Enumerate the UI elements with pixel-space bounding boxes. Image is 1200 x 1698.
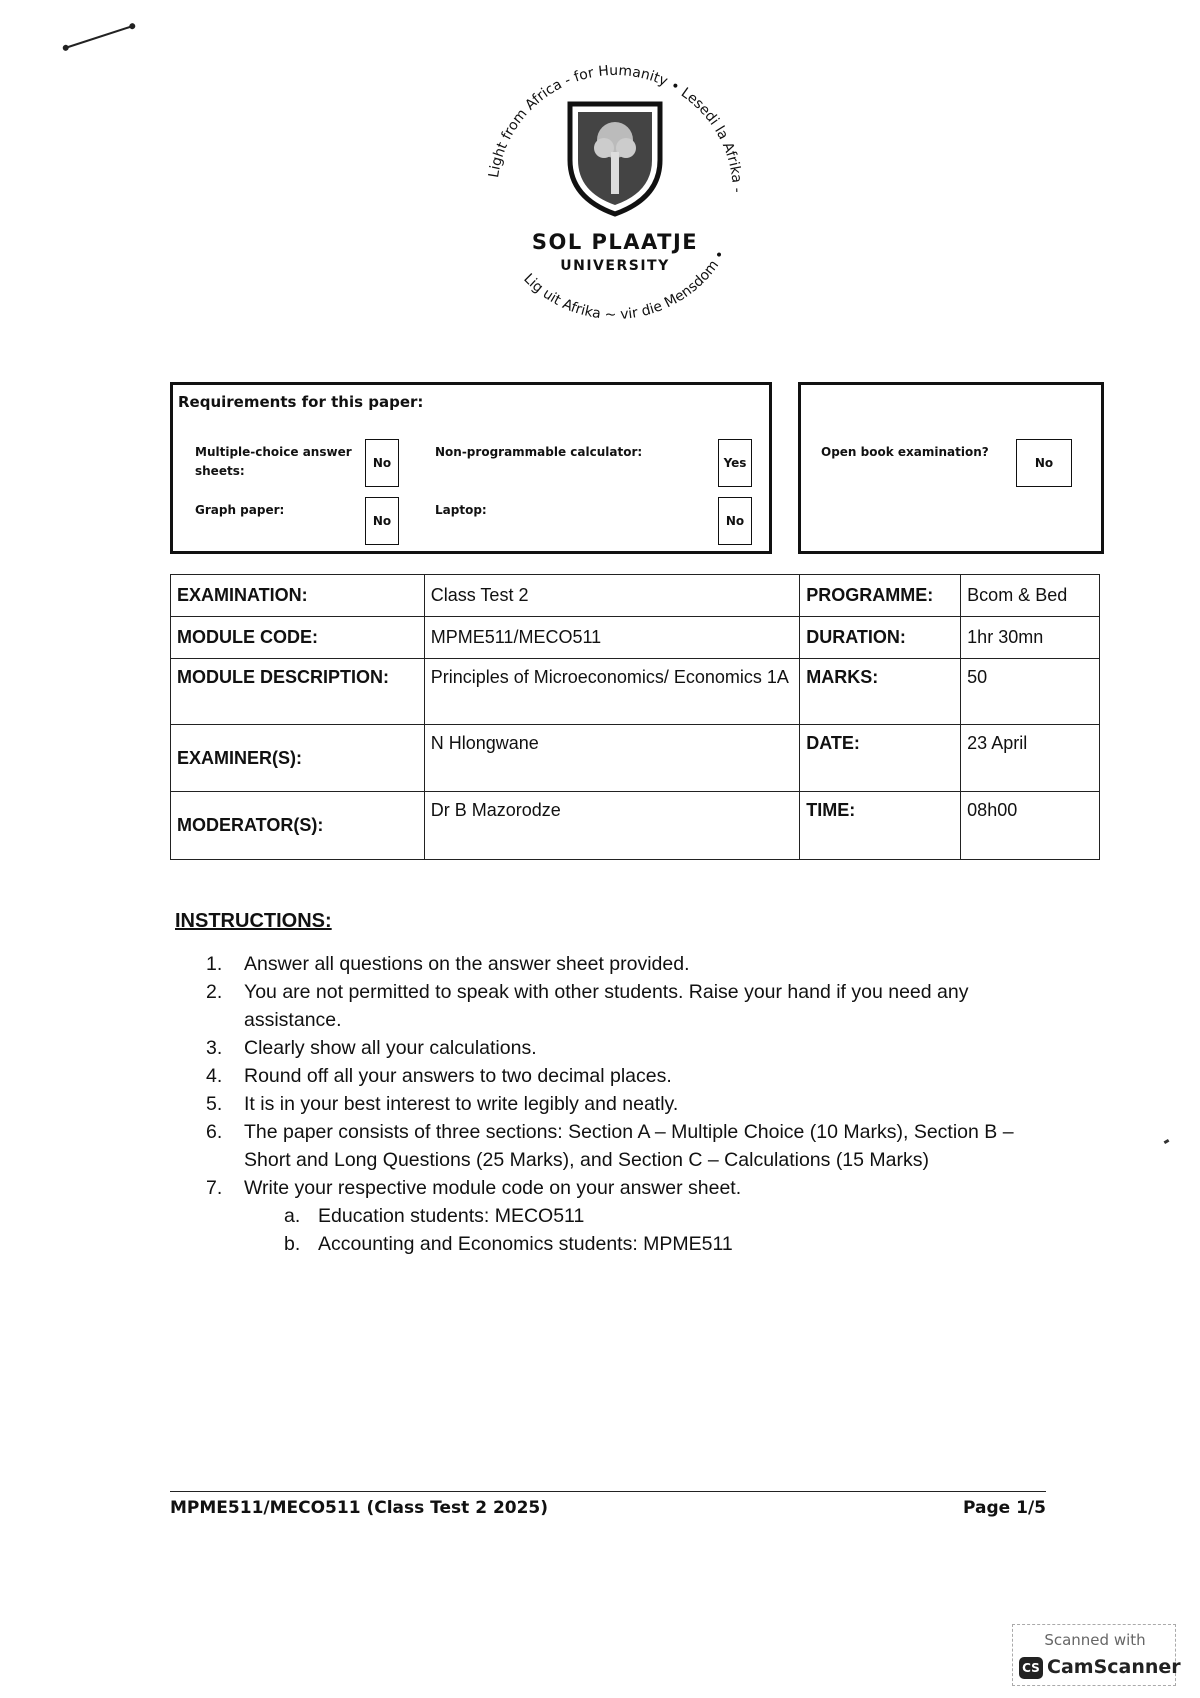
seal-ring-top: Light from Africa - for Humanity • Lesedi la Afrika - <box>486 62 746 193</box>
duration-label: DURATION: <box>800 617 961 659</box>
list-item <box>206 978 1046 1034</box>
requirements-box <box>170 382 772 554</box>
mcq-value: No <box>365 439 399 487</box>
programme-label: PROGRAMME: <box>800 575 961 617</box>
examination-label: EXAMINATION: <box>171 575 425 617</box>
list-item-text: You are not permitted to speak with other students. Raise your hand if you need any assistance. <box>244 981 969 1031</box>
list-item <box>206 1118 1046 1174</box>
examiner-value: N Hlongwane <box>424 725 799 792</box>
table-row <box>171 617 1100 659</box>
instructions-list <box>206 950 1046 1258</box>
list-item-number: 5. <box>206 1093 223 1115</box>
stray-mark <box>1164 1139 1170 1144</box>
moderator-value: Dr B Mazorodze <box>424 792 799 860</box>
list-item-number: 1. <box>206 953 223 975</box>
module-description-value: Principles of Microeconomics/ Economics 1A <box>424 659 799 725</box>
camscanner-watermark <box>1012 1624 1181 1686</box>
list-item <box>206 1090 1046 1118</box>
calculator-label: Non-programmable calculator: <box>435 445 643 459</box>
table-row <box>171 575 1100 617</box>
list-item-number: 3. <box>206 1037 223 1059</box>
scanned-with-text: Scanned with <box>1044 1631 1146 1649</box>
open-book-label: Open book examination? <box>821 445 989 459</box>
list-item-number: a. <box>284 1205 301 1227</box>
sub-list-item <box>284 1202 1046 1230</box>
date-label: DATE: <box>800 725 961 792</box>
university-logo <box>470 48 760 338</box>
open-book-box <box>798 382 1104 554</box>
list-item-text: Education students: MECO511 <box>318 1205 585 1227</box>
tree-trunk-icon <box>611 152 619 194</box>
instructions-title: INSTRUCTIONS: <box>175 910 332 932</box>
laptop-label: Laptop: <box>435 503 487 517</box>
sub-list-item <box>284 1230 1046 1258</box>
examination-value: Class Test 2 <box>424 575 799 617</box>
table-row <box>171 659 1100 725</box>
sub-list <box>244 1202 1046 1258</box>
programme-value: Bcom & Bed <box>961 575 1100 617</box>
list-item-number: b. <box>284 1233 301 1255</box>
list-item <box>206 1034 1046 1062</box>
footer-module-code: MPME511/MECO511 (Class Test 2 2025) <box>170 1498 549 1518</box>
list-item-text: Write your respective module code on your answer sheet. <box>244 1177 742 1199</box>
list-item-text: Answer all questions on the answer sheet provided. <box>244 953 690 975</box>
marks-value: 50 <box>961 659 1100 725</box>
list-item-text: Accounting and Economics students: MPME511 <box>318 1233 733 1255</box>
list-item-number: 6. <box>206 1121 223 1143</box>
requirements-title: Requirements for this paper: <box>178 393 424 411</box>
mcq-label: Multiple-choice answer sheets: <box>195 445 352 478</box>
module-code-value: MPME511/MECO511 <box>424 617 799 659</box>
graph-value: No <box>365 497 399 545</box>
moderator-label: MODERATOR(S): <box>171 792 425 860</box>
table-row <box>171 725 1100 792</box>
footer-page-number: Page 1/5 <box>963 1498 1046 1518</box>
graph-label: Graph paper: <box>195 503 285 517</box>
module-description-label: MODULE DESCRIPTION: <box>171 659 425 725</box>
camscanner-logo-icon: CS <box>1019 1657 1043 1679</box>
date-value: 23 April <box>961 725 1100 792</box>
time-value: 08h00 <box>961 792 1100 860</box>
calculator-value: Yes <box>718 439 752 487</box>
list-item-number: 4. <box>206 1065 223 1087</box>
examiner-label: EXAMINER(S): <box>171 725 425 792</box>
seal-ring-bottom: Lig uit Afrika ~ vir die Mensdom • <box>520 247 729 324</box>
list-item <box>206 950 1046 978</box>
footer-divider <box>170 1491 1046 1492</box>
university-seal <box>470 48 760 338</box>
marks-label: MARKS: <box>800 659 961 725</box>
logo-subname: UNIVERSITY <box>560 258 670 274</box>
table-row <box>171 792 1100 860</box>
open-book-value: No <box>1016 439 1072 487</box>
pen-mark <box>65 25 132 49</box>
list-item-number: 2. <box>206 981 223 1003</box>
list-item <box>206 1062 1046 1090</box>
duration-value: 1hr 30mn <box>961 617 1100 659</box>
list-item-number: 7. <box>206 1177 223 1199</box>
list-item <box>206 1174 1046 1258</box>
list-item-text: It is in your best interest to write legibly and neatly. <box>244 1093 679 1115</box>
list-item-text: Clearly show all your calculations. <box>244 1037 537 1059</box>
list-item-text: Round off all your answers to two decimal places. <box>244 1065 672 1087</box>
laptop-value: No <box>718 497 752 545</box>
camscanner-name: CamScanner <box>1047 1656 1181 1678</box>
time-label: TIME: <box>800 792 961 860</box>
module-code-label: MODULE CODE: <box>171 617 425 659</box>
list-item-text: The paper consists of three sections: Section A – Multiple Choice (10 Marks), Section B – Short and Long Questions (25 Marks), and Section C – Calculations (15 Marks) <box>244 1121 1014 1171</box>
exam-info-table <box>170 574 1100 860</box>
logo-name: SOL PLAATJE <box>531 230 699 254</box>
